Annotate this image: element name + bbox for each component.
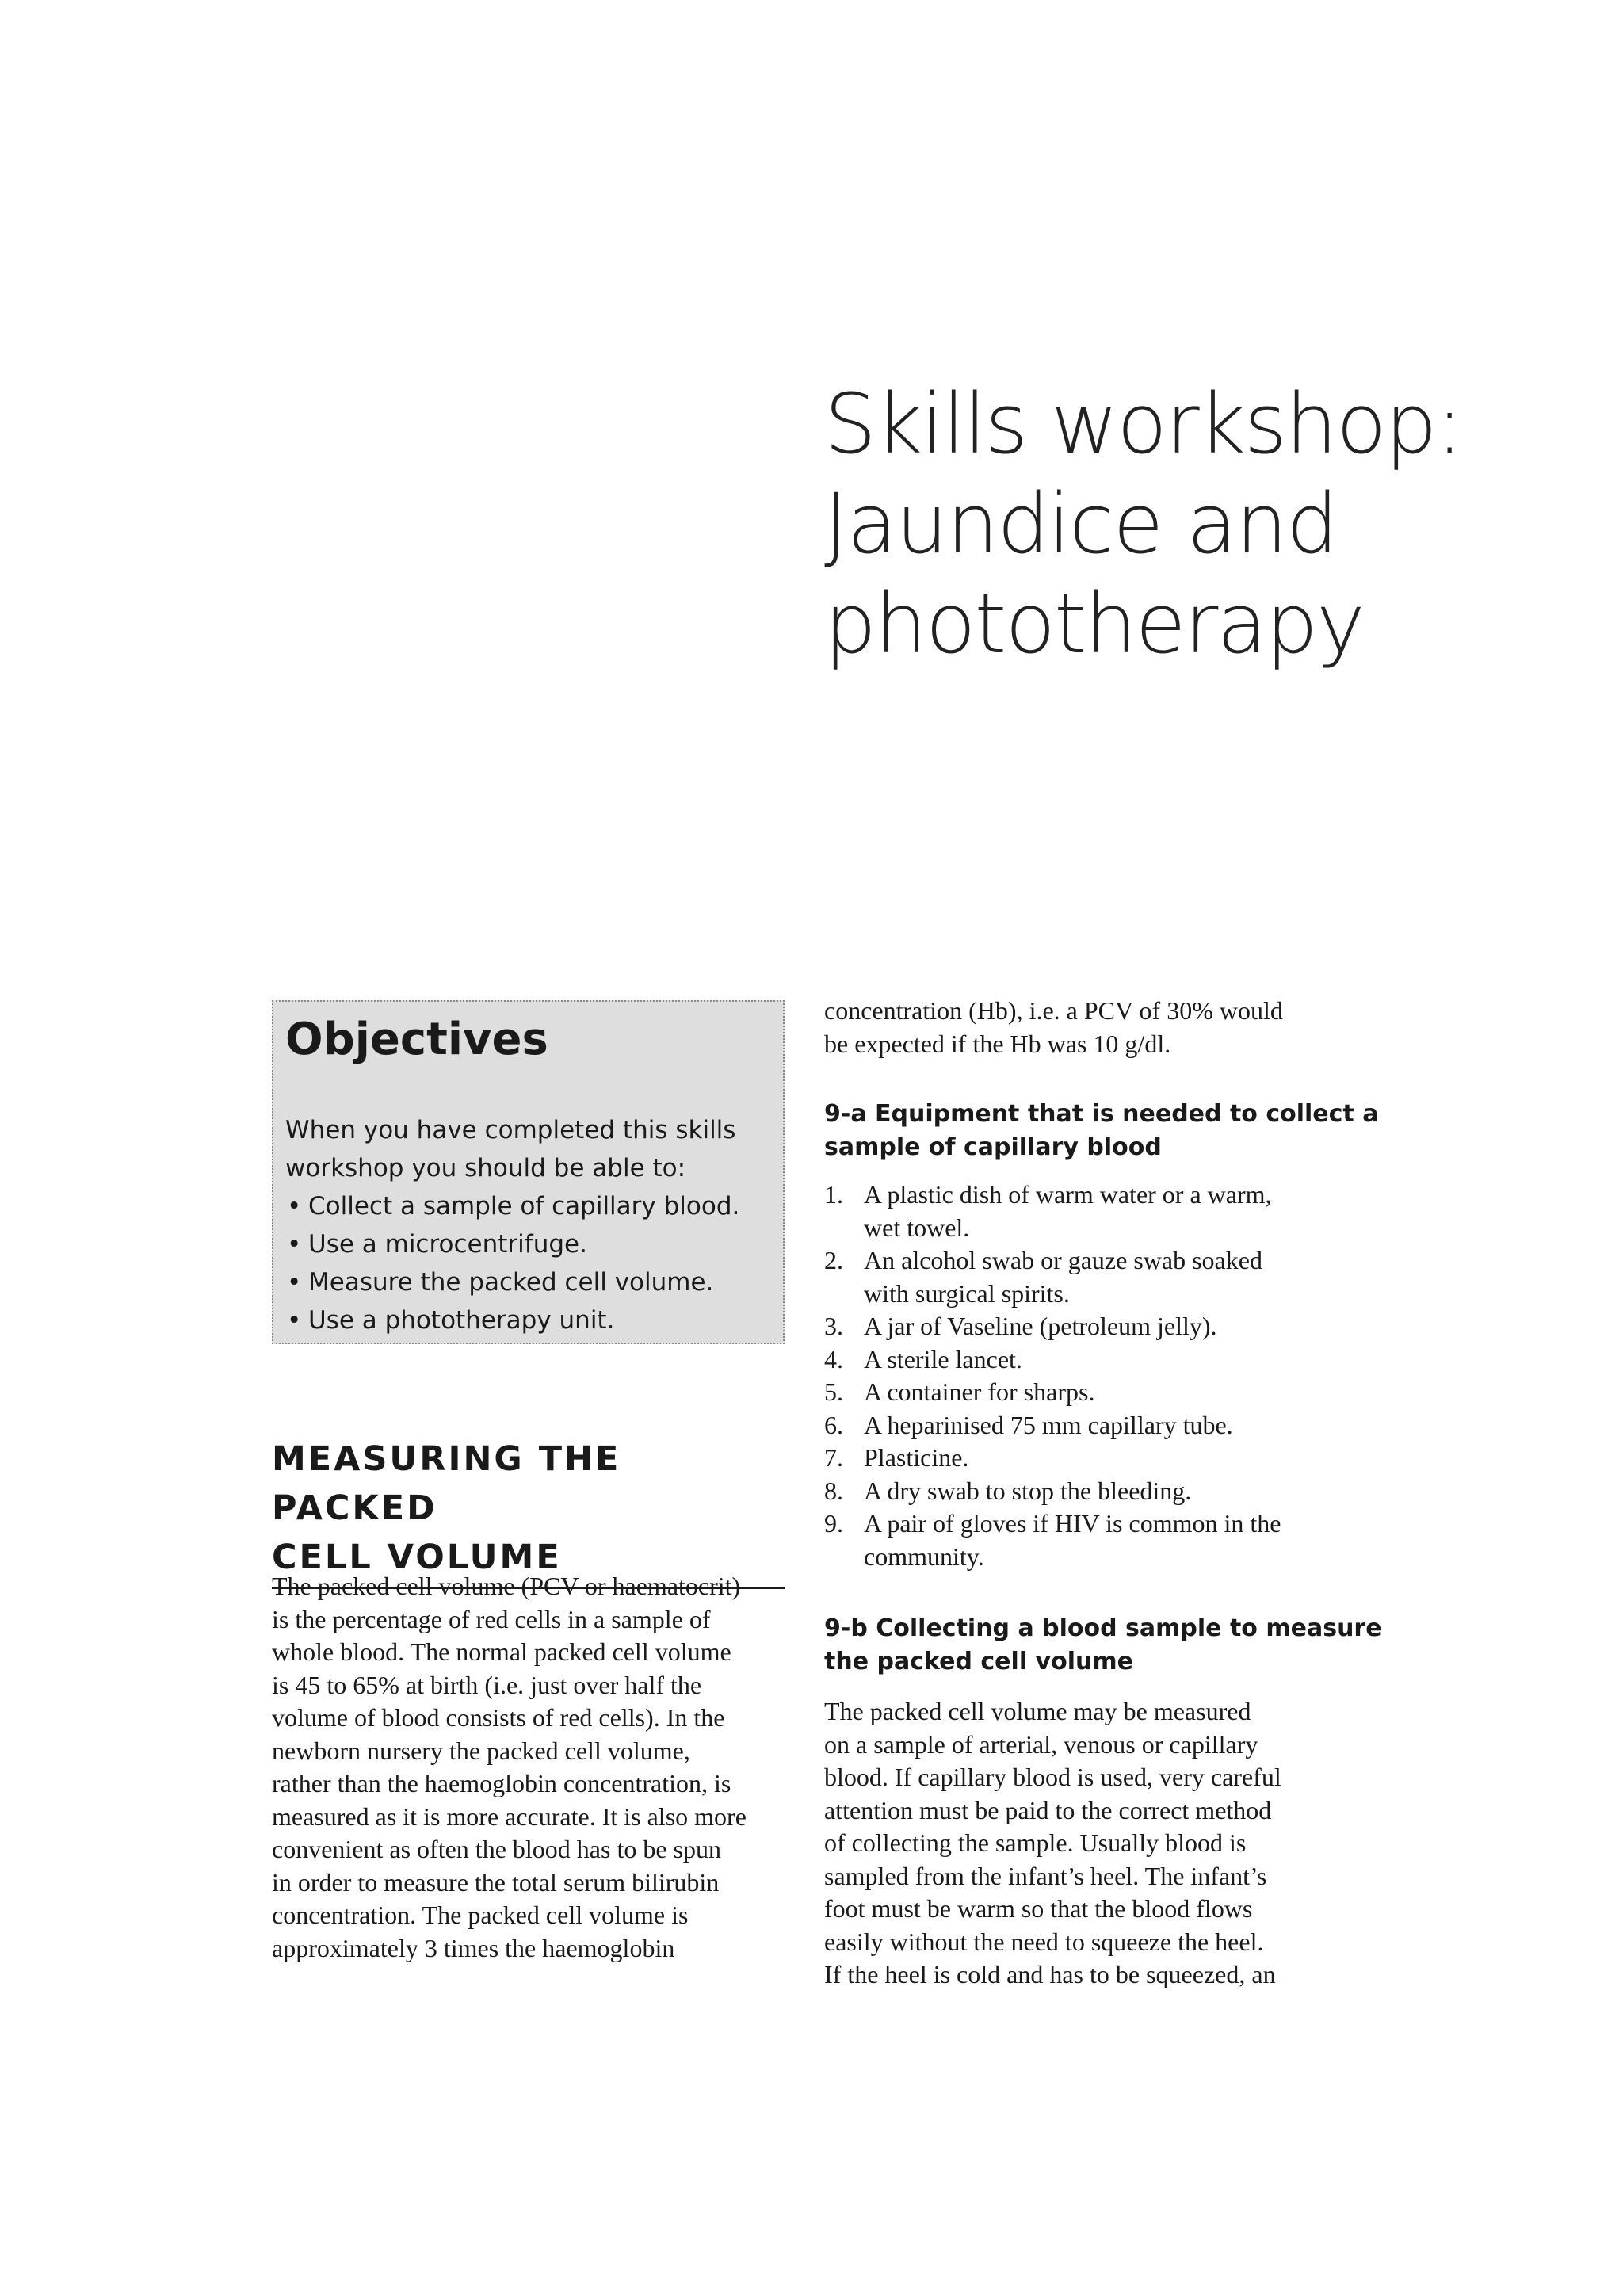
text-line: concentration (Hb), i.e. a PCV of 30% would (824, 996, 1283, 1025)
equipment-item (824, 1244, 1379, 1310)
item-number: 5. (824, 1377, 843, 1406)
text-line: is the percentage of red cells in a sample of (272, 1604, 711, 1633)
equipment-item (824, 1507, 1379, 1573)
title-line: Skills workshop: (824, 376, 1462, 472)
item-number: 6. (824, 1410, 843, 1439)
text-line: The packed cell volume (PCV or haematocrit) (272, 1572, 741, 1600)
equipment-item (824, 1442, 1379, 1475)
equipment-item (824, 1376, 1379, 1409)
objective-text: Use a phototherapy unit. (308, 1306, 615, 1335)
pcv-paragraph (272, 1570, 795, 1965)
subheading-line: 9-b Collecting a blood sample to measure (824, 1614, 1382, 1642)
item-number: 1. (824, 1180, 843, 1209)
text-line: If the heel is cold and has to be squeezed, an (824, 1960, 1276, 1988)
text-line: Plasticine. (864, 1443, 969, 1472)
text-line: be expected if the Hb was 10 g/dl. (824, 1029, 1171, 1058)
text-line: is 45 to 65% at birth (i.e. just over half the (272, 1670, 702, 1699)
text-line: sampled from the infant’s heel. The infant’s (824, 1861, 1267, 1890)
section-heading-line: MEASURING THE PACKED (272, 1439, 621, 1528)
objectives-intro-line: When you have completed this skills (285, 1116, 736, 1144)
subheading-line: sample of capillary blood (824, 1133, 1162, 1161)
text-line: concentration. The packed cell volume is (272, 1901, 689, 1929)
collecting-paragraph (824, 1695, 1363, 1992)
objectives-list (285, 1187, 739, 1339)
text-line: A dry swab to stop the bleeding. (864, 1476, 1192, 1505)
item-number: 9. (824, 1509, 843, 1538)
objective-item (285, 1301, 739, 1339)
title-line: Jaundice and (824, 476, 1338, 572)
title-line: phototherapy (824, 575, 1364, 672)
objectives-heading: Objectives (285, 1014, 548, 1065)
bullet-icon: • (287, 1306, 302, 1335)
item-number: 4. (824, 1344, 843, 1373)
objective-text: Collect a sample of capillary blood. (308, 1192, 740, 1221)
text-line: blood. If capillary blood is used, very careful (824, 1763, 1281, 1791)
text-line: An alcohol swab or gauze swab soaked (864, 1246, 1262, 1274)
text-line: easily without the need to squeeze the heel. (824, 1927, 1264, 1956)
equipment-item (824, 1179, 1379, 1244)
bullet-icon: • (287, 1268, 302, 1297)
text-line: rather than the haemoglobin concentration, is (272, 1769, 731, 1797)
equipment-item (824, 1409, 1379, 1442)
pcv-paragraph-continued (824, 995, 1363, 1060)
text-line: on a sample of arterial, venous or capillary (824, 1729, 1258, 1759)
text-line: convenient as often the blood has to be spun (272, 1835, 721, 1863)
subheading-line: 9-a Equipment that is needed to collect a (824, 1100, 1379, 1128)
objective-item (285, 1263, 739, 1301)
text-line: A heparinised 75 mm capillary tube. (864, 1410, 1233, 1439)
text-line: A pair of gloves if HIV is common in the (864, 1509, 1281, 1538)
item-number: 7. (824, 1443, 843, 1472)
text-line: in order to measure the total serum bilirubin (272, 1867, 720, 1897)
text-line: foot must be warm so that the blood flows (824, 1894, 1253, 1923)
bullet-icon: • (287, 1192, 302, 1221)
text-line: measured as it is more accurate. It is also more (272, 1801, 747, 1831)
text-line: approximately 3 times the haemoglobin (272, 1933, 675, 1962)
text-line: newborn nursery the packed cell volume, (272, 1736, 690, 1765)
equipment-item (824, 1343, 1379, 1377)
subheading-line: the packed cell volume (824, 1648, 1133, 1675)
text-line: volume of blood consists of red cells). In the (272, 1703, 725, 1732)
text-line: wet towel. (864, 1213, 970, 1242)
text-line: community. (864, 1541, 984, 1571)
text-line: A container for sharps. (864, 1377, 1095, 1406)
item-number: 3. (824, 1312, 843, 1340)
text-line: A sterile lancet. (864, 1344, 1022, 1373)
objective-text: Measure the packed cell volume. (308, 1268, 714, 1297)
section-heading-line: CELL VOLUME (272, 1538, 562, 1577)
equipment-subheading (824, 1098, 1379, 1164)
bullet-icon: • (287, 1230, 302, 1259)
objectives-intro (285, 1111, 769, 1187)
objective-text: Use a microcentrifuge. (308, 1230, 587, 1259)
text-line: The packed cell volume may be measured (824, 1697, 1251, 1725)
item-number: 8. (824, 1476, 843, 1505)
section-heading (272, 1435, 785, 1589)
objective-item (285, 1225, 739, 1263)
objectives-box (272, 1000, 785, 1344)
equipment-list (824, 1179, 1379, 1573)
text-line: of collecting the sample. Usually blood is (824, 1828, 1247, 1857)
text-line: A plastic dish of warm water or a warm, (864, 1180, 1272, 1209)
objective-item (285, 1187, 739, 1225)
text-line: with surgical spirits. (864, 1278, 1070, 1308)
equipment-item (824, 1310, 1379, 1343)
equipment-item (824, 1475, 1379, 1508)
objectives-intro-line: workshop you should be able to: (285, 1154, 686, 1182)
text-line: A jar of Vaseline (petroleum jelly). (864, 1312, 1217, 1340)
item-number: 2. (824, 1246, 843, 1274)
collecting-subheading (824, 1612, 1382, 1679)
text-line: whole blood. The normal packed cell volume (272, 1637, 731, 1666)
page-title (824, 374, 1537, 674)
text-line: attention must be paid to the correct method (824, 1795, 1272, 1824)
